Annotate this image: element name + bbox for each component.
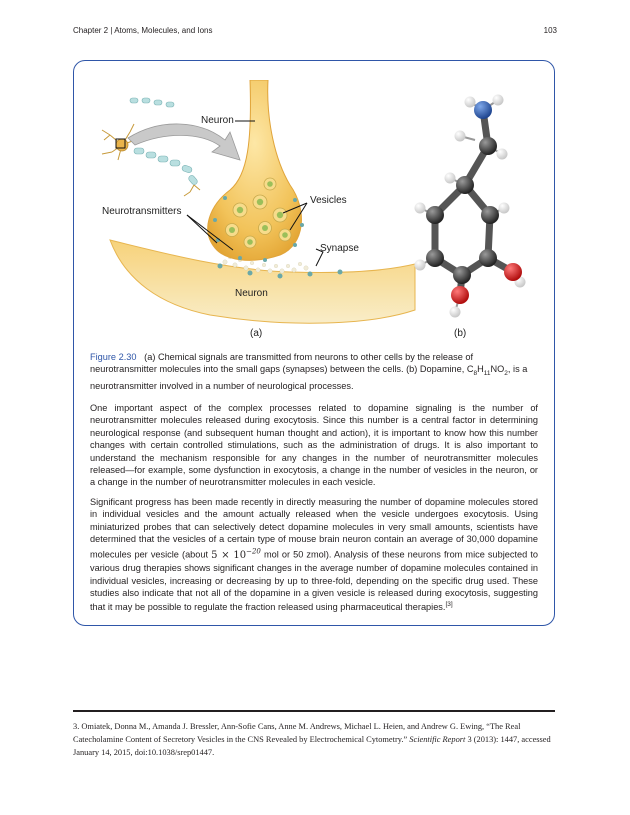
caption-subscript: 11 [483,369,491,377]
sci-exponent: −20 [246,547,261,556]
paragraph-2 [90,496,538,614]
dopamine-molecule [415,95,526,318]
footnote-rule [73,710,555,712]
footnote-journal: Scientific Report [409,735,466,744]
footnote [73,720,557,759]
paragraph-text: mol or 50 zmol). Analysis of these neurons from mice subjected to various drug therapies shows significant changes in the average number of dopamine molecules contained in individual vesicles, increasing or decreasing by up to three-fold, depending on the specific drug used. These studies also indicate that not all of the dopamine in a given vesicle is released during exocytosis, suggesting that it may be possible to regulate the fraction released using pharmaceutical therapies. [90,549,538,613]
footnote-text: 3. Omiatek, Donna M., Amanda J. Bressler, Ann-Sofie Cans, Anne M. Andrews, Michael L. Heien, and Andrew G. Ewing, “The Real Catecholamine Content of Secretory Vesicles in the CNS Revealed by Electrochemical Cytometry.” [73,722,521,744]
page-header [73,26,557,40]
caption-text: H [477,364,484,374]
label-part-a: (a) [250,328,263,339]
label-synapse: Synapse [320,243,359,254]
label-part-b: (b) [454,328,467,339]
figure-caption [90,351,538,392]
zoom-arrow [128,124,240,160]
neuron-icon [102,98,200,196]
chapter-title: Chapter 2 | Atoms, Molecules, and Ions [73,26,213,35]
caption-subscript: 8 [473,369,478,377]
paragraph-text: Significant progress has been made recently in directly measuring the number of dopamine molecules stored in individual vesicles and the amount actually released when the vesicle undergoes exocytosis. Using miniaturized probes that can selectively detect dopamine molecules in very small amounts, scientists have determined that the vesicles of a certain type of mouse brain neuron contain an average of 30,000 dopamine molecules per vesicle (about [90,496,538,560]
figure-number: Figure 2.30 [90,352,137,362]
sci-mantissa: 5 × 10 [211,549,247,561]
label-neurotransmitters: Neurotransmitters [102,206,182,217]
paragraph-1: One important aspect of the complex processes related to dopamine signaling is the number of neurotransmitter molecules released during exocytosis. Since this number is a central factor in determining neurological response (and subsequent human thought and action), it is important to know how this number changes with certain controlled stimulations, such as the administration of drugs. It is also important to understand the mechanism responsible for any changes in the number of neurotransmitter molecules released—for example, some dysfunction in exocytosis, a change in the number of vesicles in the neuron, or a change in the number of neurotransmitter molecules in each vesicle. [90,403,538,488]
figure-2-30 [90,80,550,345]
caption-text: , is a neurotransmitter involved in a number of neurological processes. [90,364,528,391]
page-number: 103 [543,26,557,35]
footnote-text: 3 (2013): 1447, accessed January 14, 2015, doi:10.1038/srep01447. [73,735,551,757]
caption-subscript: 2 [504,369,508,377]
label-neuron-top: Neuron [201,115,234,126]
reference-marker[interactable]: [3] [445,601,453,609]
body-text [90,402,538,621]
label-neuron-bottom: Neuron [235,288,268,299]
scientific-notation [211,547,261,561]
label-vesicles: Vesicles [310,195,347,206]
caption-text: (a) Chemical signals are transmitted from neurons to other cells by the release of neurotransmitter molecules into the small gaps (synapses) between the cells. (b) Dopamine, C [90,352,474,374]
caption-text: NO [490,364,505,374]
